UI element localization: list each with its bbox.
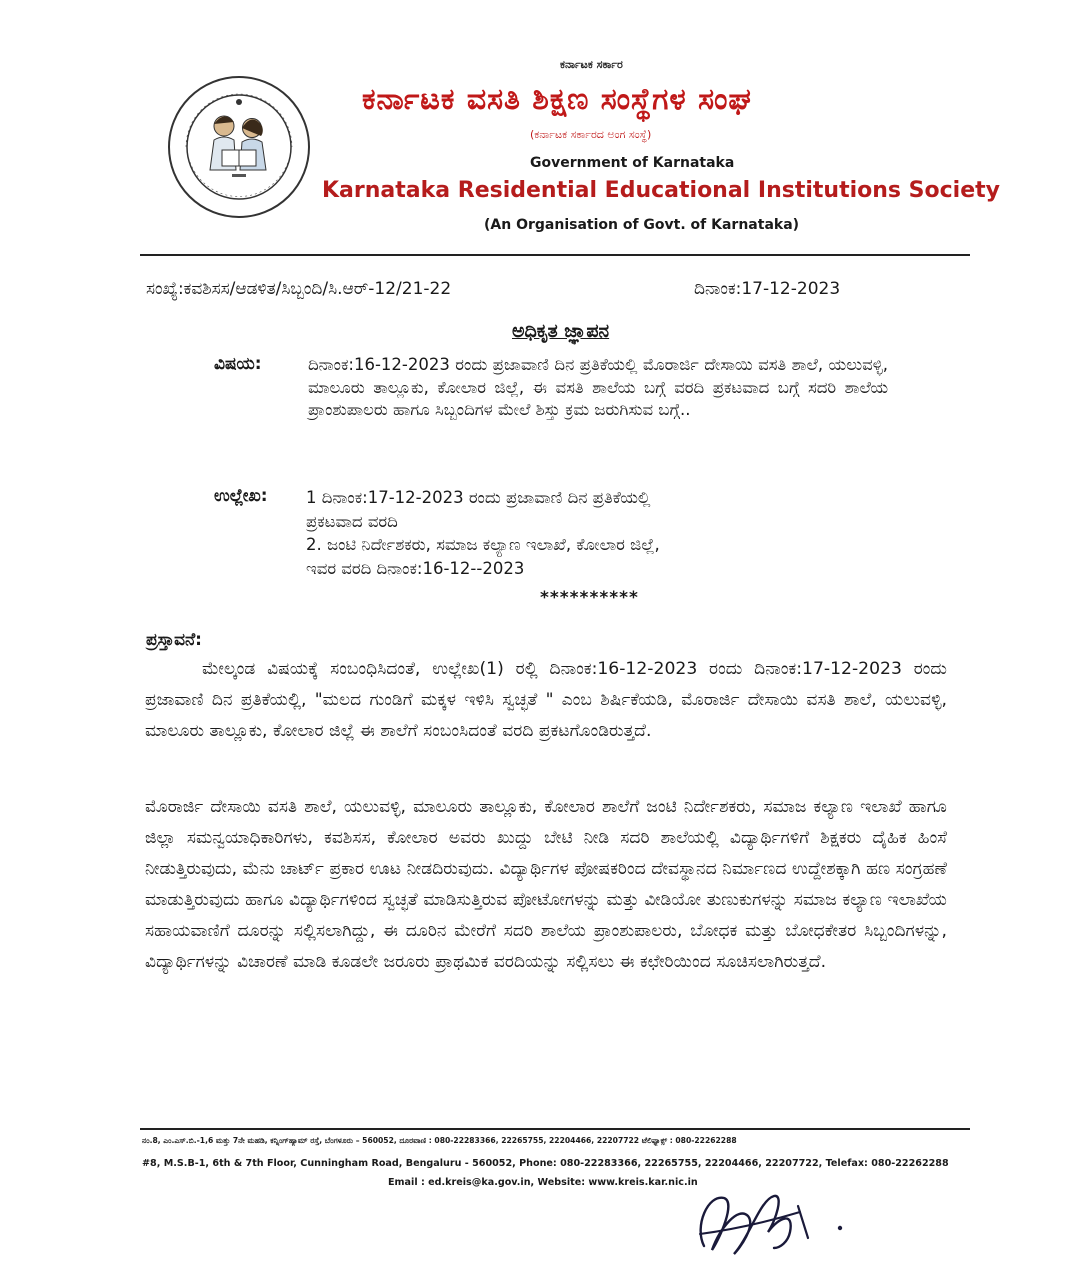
memo-title: ಅಧಿಕೃತ ಜ್ಞಾಪನ: [512, 320, 610, 342]
footer-address-kannada: ನಂ.8, ಎಂ.ಎಸ್.ಬಿ.-1,6 ಮತ್ತು 7ನೇ ಮಹಡಿ, ಕನ್ನಿಂಗ್‌ಹ್ಯಾಮ್ ರಸ್ತೆ, ಬೆಂಗಳೂರು – 560052, ದೂರವಾಣಿ : 080-22283366, 22265755, 22204466, 22207722 ಟೆಲಿಫ್ಯಾಕ್ಸ್ : 080-22262288: [142, 1136, 737, 1145]
body-paragraph-1: ಮೇಲ್ಕಂಡ ವಿಷಯಕ್ಕೆ ಸಂಬಂಧಿಸಿದಂತೆ, ಉಲ್ಲೇಖ(1) ರಲ್ಲಿ ದಿನಾಂಕ:16-12-2023 ರಂದು ದಿನಾಂಕ:17-12-2023 ರಂದು ಪ್ರಜಾವಾಣಿ ದಿನ ಪ್ರತಿಕೆಯಲ್ಲಿ, "ಮಲದ ಗುಂಡಿಗೆ ಮಕ್ಕಳ ಇಳಿಸಿ ಸ್ವಚ್ಛತೆ " ಎಂಬ ಶಿರ್ಷಿಕೆಯಡಿ, ಮೊರಾರ್ಜಿ ದೇಸಾಯಿ ವಸತಿ ಶಾಲೆ, ಯಲುವಳ್ಳಿ, ಮಾಲೂರು ತಾಲ್ಲೂಕು, ಕೋಲಾರ ಜಿಲ್ಲೆ ಈ ಶಾಲೆಗೆ ಸಂಬಂಸಿದಂತೆ ವರದಿ ಪ್ರಕಟಗೊಂಡಿರುತ್ತದೆ.: [145, 659, 947, 741]
reference-date: ದಿನಾಂಕ:17-12-2023: [694, 279, 841, 299]
org-subtitle-english: (An Organisation of Govt. of Karnataka): [484, 217, 800, 233]
subject-label: ವಿಷಯ:: [214, 354, 262, 374]
org-name-kannada: ಕರ್ನಾಟಕ ವಸತಿ ಶಿಕ್ಷಣ ಸಂಸ್ಥೆಗಳ ಸಂಘ: [362, 82, 752, 117]
reference-line: ಇವರ ವರದಿ ದಿನಾಂಕ:16-12--2023: [306, 558, 525, 578]
reference-line: 1 ದಿನಾಂಕ:17-12-2023 ರಂದು ಪ್ರಜಾವಾಣಿ ದಿನ ಪ್ರತಿಕೆಯಲ್ಲಿ: [306, 488, 651, 507]
kreis-seal-logo: [166, 74, 312, 220]
reference-line: 2. ಜಂಟಿ ನಿರ್ದೇಶಕರು, ಸಮಾಜ ಕಲ್ಯಾಣ ಇಲಾಖೆ, ಕೋಲಾರ ಜಿಲ್ಲೆ,: [306, 535, 660, 554]
section-separator: **********: [540, 588, 639, 608]
reference-label: ಉಲ್ಲೇಖ:: [214, 486, 268, 506]
reference-list: [306, 486, 886, 580]
footer-email-website: Email : ed.kreis@ka.gov.in, Website: www.kreis.kar.nic.in: [388, 1177, 698, 1188]
reference-number: ಸಂಖ್ಯೆ:ಕವಶಿಸಸ/ಆಡಳಿತ/ಸಿಬ್ಬಂದಿ/ಸಿ.ಆರ್-12/21-22: [146, 279, 452, 299]
subject-text: ದಿನಾಂಕ:16-12-2023 ರಂದು ಪ್ರಜಾವಾಣಿ ದಿನ ಪ್ರತಿಕೆಯಲ್ಲಿ ಮೊರಾರ್ಜಿ ದೇಸಾಯಿ ವಸತಿ ಶಾಲೆ, ಯಲುವಳ್ಳಿ, ಮಾಲೂರು ತಾಲ್ಲೂಕು, ಕೋಲಾರ ಜಿಲ್ಲೆ, ಈ ವಸತಿ ಶಾಲೆಯ ಬಗ್ಗೆ ವರದಿ ಪ್ರಕಟವಾದ ಬಗ್ಗೆ ಸದರಿ ಶಾಲೆಯ ಪ್ರಾಂಶುಪಾಲರು ಹಾಗೂ ಸಿಬ್ಬಂದಿಗಳ ಮೇಲೆ ಶಿಸ್ತು ಕ್ರಮ ಜರುಗಿಸುವ ಬಗ್ಗೆ..: [308, 355, 888, 419]
footer-address-english: #8, M.S.B-1, 6th & 7th Floor, Cunningham Road, Bengaluru - 560052, Phone: 080-22283366, 22265755, 22204466, 22207722, Telefax: 080-22262288: [142, 1158, 949, 1169]
footer-divider: [140, 1128, 970, 1130]
handwritten-signature: [690, 1176, 860, 1266]
gov-kannada-label: ಕರ್ನಾಟಕ ಸರ್ಕಾರ: [560, 58, 623, 71]
org-subtitle-kannada: (ಕರ್ನಾಟಕ ಸರ್ಕಾರದ ಅಂಗ ಸಂಸ್ಥೆ): [530, 128, 652, 141]
gov-english-label: Government of Karnataka: [530, 155, 735, 171]
org-name-english: Karnataka Residential Educational Institutions Society: [322, 178, 1000, 203]
body-paragraph-2: ಮೊರಾರ್ಜಿ ದೇಸಾಯಿ ವಸತಿ ಶಾಲೆ, ಯಲುವಳ್ಳಿ, ಮಾಲೂರು ತಾಲ್ಲೂಕು, ಕೋಲಾರ ಶಾಲೆಗೆ ಜಂಟಿ ನಿರ್ದೇಶಕರು, ಸಮಾಜ ಕಲ್ಯಾಣ ಇಲಾಖೆ ಹಾಗೂ ಜಿಲ್ಲಾ ಸಮನ್ವಯಾಧಿಕಾರಿಗಳು, ಕವಶಿಸಸ, ಕೋಲಾರ ಅವರು ಖುದ್ದು ಬೇಟಿ ನೀಡಿ ಸದರಿ ಶಾಲೆಯಲ್ಲಿ ವಿದ್ಯಾರ್ಥಿಗಳಿಗೆ ಶಿಕ್ಷಕರು ದೈಹಿಕ ಹಿಂಸೆ ನೀಡುತ್ತಿರುವುದು, ಮೆನು ಚಾರ್ಟ್ ಪ್ರಕಾರ ಊಟ ನೀಡದಿರುವುದು. ವಿದ್ಯಾರ್ಥಿಗಳ ಪೋಷಕರಿಂದ ದೇವಸ್ಥಾನದ ನಿರ್ಮಾಣದ ಉದ್ದೇಶಕ್ಕಾಗಿ ಹಣ ಸಂಗ್ರಹಣೆ ಮಾಡುತ್ತಿರುವುದು ಹಾಗೂ ವಿದ್ಯಾರ್ಥಿಗಳಿಂದ ಸ್ವಚ್ಛತೆ ಮಾಡಿಸುತ್ತಿರುವ ಪೋಟೋಗಳನ್ನು ಮತ್ತು ವೀಡಿಯೋ ತುಣುಕುಗಳನ್ನು ಸಮಾಜ ಕಲ್ಯಾಣ ಇಲಾಖೆಯ ಸಹಾಯವಾಣಿಗೆ ದೂರನ್ನು ಸಲ್ಲಿಸಲಾಗಿದ್ದು, ಈ ದೂರಿನ ಮೇರೆಗೆ ಸದರಿ ಶಾಲೆಯ ಪ್ರಾಂಶುಪಾಲರು, ಬೋಧಕ ಮತ್ತು ಬೋಧಕೇತರ ಸಿಬ್ಬಂದಿಗಳನ್ನು, ವಿದ್ಯಾರ್ಥಿಗಳನ್ನು ವಿಚಾರಣೆ ಮಾಡಿ ಕೂಡಲೇ ಜರೂರು ಪ್ರಾಥಮಿಕ ವರದಿಯನ್ನು ಸಲ್ಲಿಸಲು ಈ ಕಛೇರಿಯಿಂದ ಸೂಚಿಸಲಾಗಿರುತ್ತದೆ.: [145, 797, 947, 972]
preamble-label: ಪ್ರಸ್ತಾವನೆ:: [146, 630, 202, 650]
header-divider: [140, 254, 970, 256]
reference-line: ಪ್ರಕಟವಾದ ವರದಿ: [306, 511, 398, 531]
